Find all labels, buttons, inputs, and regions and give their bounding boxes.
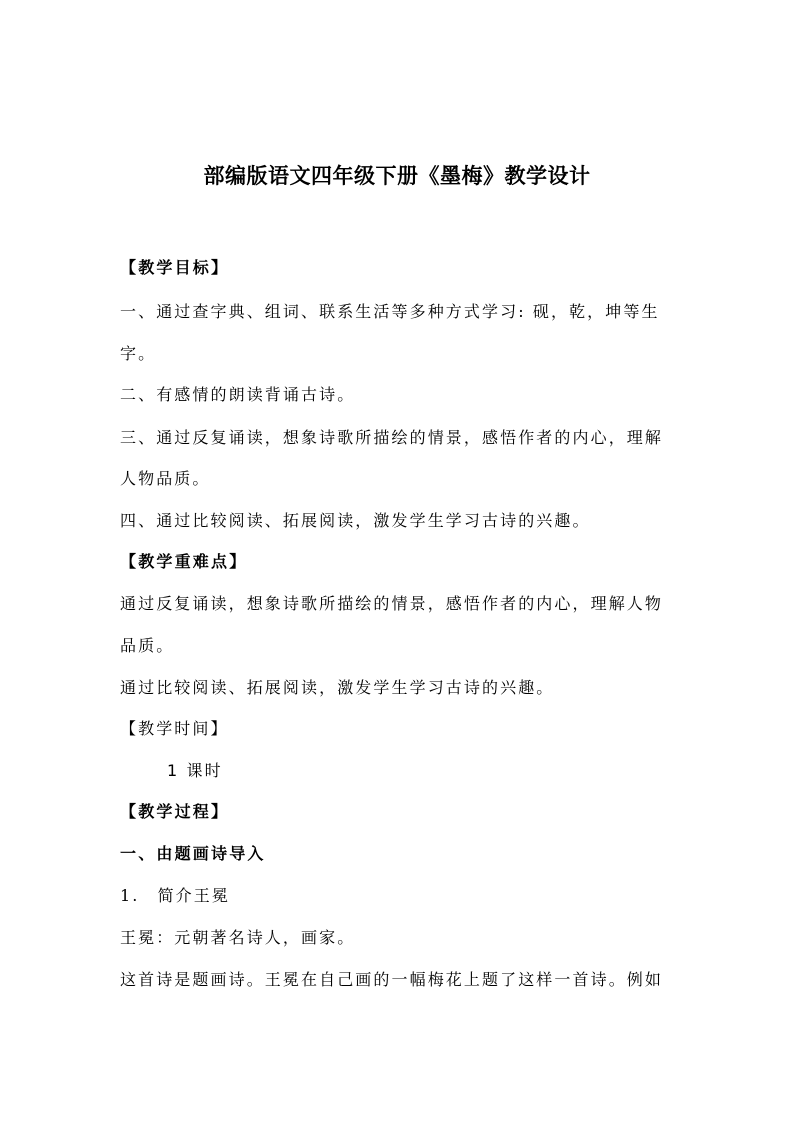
section-1-heading: 一、由题画诗导入: [120, 844, 266, 863]
heading-goals: 【教学目标】: [120, 258, 230, 277]
heading-key-points: 【教学重难点】: [120, 552, 248, 571]
heading-process: 【教学过程】: [120, 802, 230, 821]
author-intro: 王冕：元朝著名诗人，画家。: [120, 928, 356, 947]
key-point-2: 通过比较阅读、拓展阅读，激发学生学习古诗的兴趣。: [120, 678, 555, 697]
heading-time: 【教学时间】: [120, 719, 229, 738]
goal-3-line-1: 三、通过反复诵读，想象诗歌所描绘的情景，感悟作者的内心，理解: [120, 428, 664, 447]
goal-2: 二、有感情的朗读背诵古诗。: [120, 385, 356, 404]
paragraph: 这首诗是题画诗。王冕在自己画的一幅梅花上题了这样一首诗。例如: [120, 970, 664, 989]
goal-3-line-2: 人物品质。: [120, 469, 211, 488]
key-point-1-line-1: 通过反复诵读，想象诗歌所描绘的情景，感悟作者的内心，理解人物: [120, 594, 664, 613]
key-point-1-line-2: 品质。: [120, 636, 175, 655]
goal-4: 四、通过比较阅读、拓展阅读，激发学生学习古诗的兴趣。: [120, 511, 591, 530]
time-value: 1 课时: [167, 761, 223, 780]
goal-1-line-1: 一、通过查字典、组词、联系生活等多种方式学习: 砚，乾，坤等生: [120, 302, 660, 321]
goal-1-line-2: 字。: [120, 344, 157, 363]
item-1: 1. 简介王冕: [120, 886, 230, 905]
document-title: 部编版语文四年级下册《墨梅》教学设计: [203, 164, 591, 188]
